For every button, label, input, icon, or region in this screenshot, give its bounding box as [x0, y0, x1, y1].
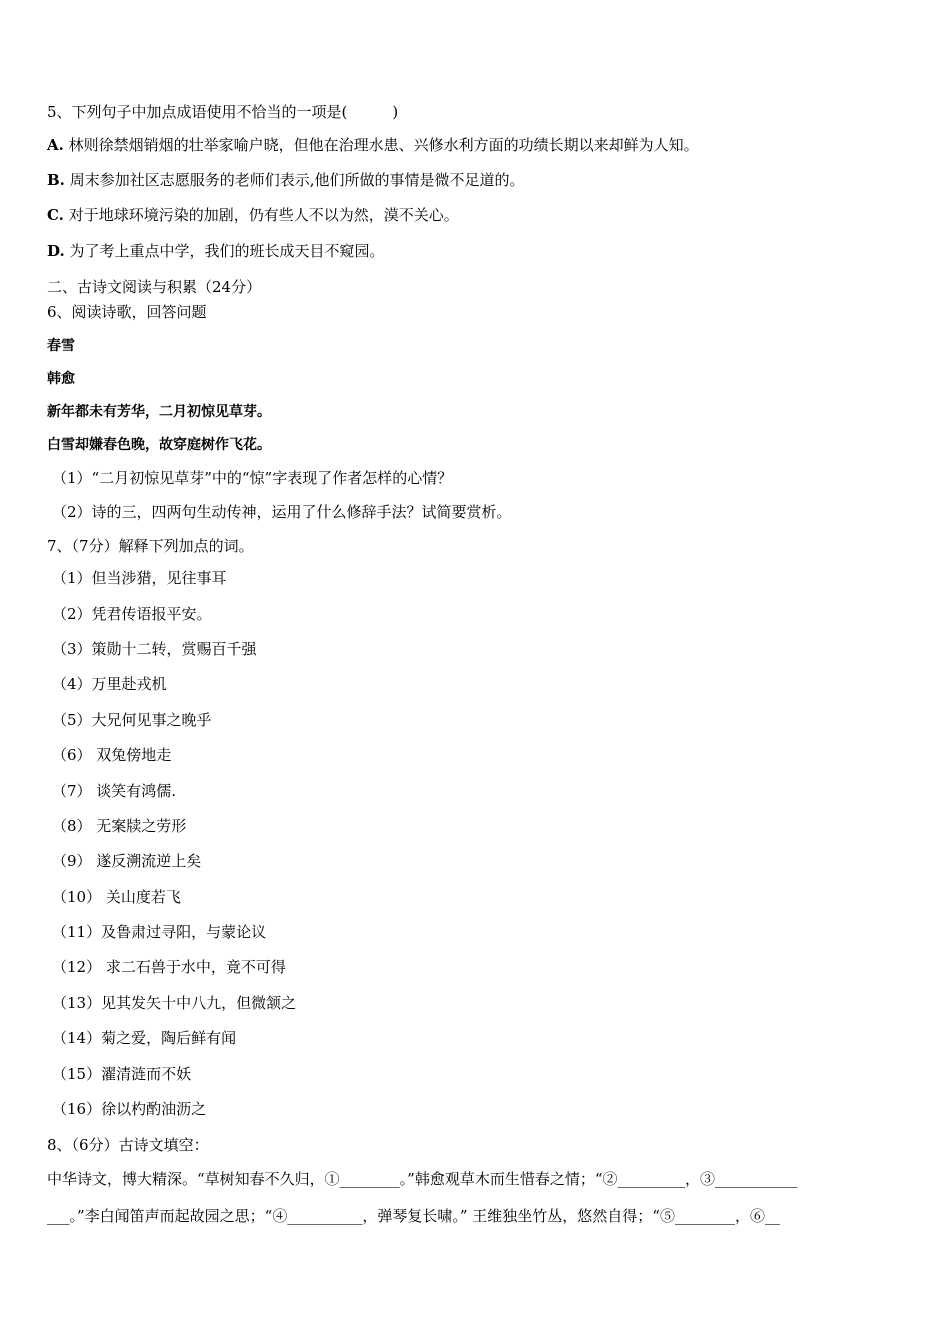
q8-fill-line: 中华诗文，博大精深。“草树知春不久归，①________。”韩愈观草木而生惜春之情；“②_________，③___________ — [47, 1170, 798, 1188]
q7-stem: 7、（7分）解释下列加点的词。 — [47, 537, 254, 555]
q7-item: （9） 遂反溯流逆上矣 — [52, 852, 202, 870]
q5-option-b — [47, 169, 910, 191]
q7-item: （14）菊之爱，陶后鲜有闻 — [52, 1029, 237, 1047]
q5-option-c — [47, 204, 910, 226]
q8-fill-line: ___。”李白闻笛声而起故园之思；“④__________，弹琴复长啸。” 王维独坐竹丛，悠然自得；“⑤________，⑥__ — [47, 1207, 780, 1225]
section-2-title: 二、古诗文阅读与积累（24分） — [47, 278, 262, 296]
q6-stem: 6、阅读诗歌，回答问题 — [47, 303, 207, 321]
option-letter: B. — [47, 171, 65, 189]
q5-option-a — [47, 134, 910, 156]
q7-item: （12） 求二石兽于水中，竟不可得 — [52, 958, 286, 976]
option-text: 为了考上重点中学，我们的班长成天目不窥园。 — [69, 242, 385, 260]
option-text: 林则徐禁烟销烟的壮举家喻户晓，但他在治理水患、兴修水利方面的功绩长期以来却鲜为人知。 — [68, 136, 699, 154]
q7-item: （15）濯清涟而不妖 — [52, 1065, 192, 1083]
q7-item: （8） 无案牍之劳形 — [52, 817, 187, 835]
q5-stem: 5、下列句子中加点成语使用不恰当的一项是( ) — [47, 103, 399, 121]
option-letter: A. — [47, 136, 64, 154]
poem-line: 白雪却嫌春色晚，故穿庭树作飞花。 — [47, 437, 271, 453]
q7-item: （11）及鲁肃过寻阳，与蒙论议 — [52, 923, 267, 941]
q7-item: （3）策勋十二转，赏赐百千强 — [52, 640, 257, 658]
q8-stem: 8、（6分）古诗文填空： — [47, 1136, 209, 1154]
option-letter: D. — [47, 242, 65, 260]
poem-line: 新年都未有芳华，二月初惊见草芽。 — [47, 404, 271, 420]
q7-item: （4）万里赴戎机 — [52, 675, 167, 693]
q5-option-d — [47, 240, 910, 262]
q7-item: （1）但当涉猎，见往事耳 — [52, 569, 227, 587]
q7-item: （6） 双兔傍地走 — [52, 746, 172, 764]
option-letter: C. — [47, 206, 64, 224]
q7-item: （13）见其发矢十中八九，但微颔之 — [52, 994, 297, 1012]
poem-author: 韩愈 — [47, 371, 75, 387]
q7-item: （5）大兄何见事之晚乎 — [52, 711, 212, 729]
option-text: 周末参加社区志愿服务的老师们表示,他们所做的事情是微不足道的。 — [69, 171, 525, 189]
q7-item: （10） 关山度若飞 — [52, 888, 181, 906]
option-text: 对于地球环境污染的加剧，仍有些人不以为然，漠不关心。 — [68, 206, 459, 224]
q7-item: （2）凭君传语报平安。 — [52, 605, 212, 623]
q6-sub-question-1: （1）“二月初惊见草芽”中的“惊”字表现了作者怎样的心情？ — [52, 469, 453, 487]
poem-title: 春雪 — [47, 338, 75, 354]
q7-item: （16）徐以杓酌油沥之 — [52, 1100, 207, 1118]
q6-sub-question-2: （2）诗的三，四两句生动传神，运用了什么修辞手法？试简要赏析。 — [52, 503, 512, 521]
q7-item: （7） 谈笑有鸿儒. — [52, 782, 177, 800]
